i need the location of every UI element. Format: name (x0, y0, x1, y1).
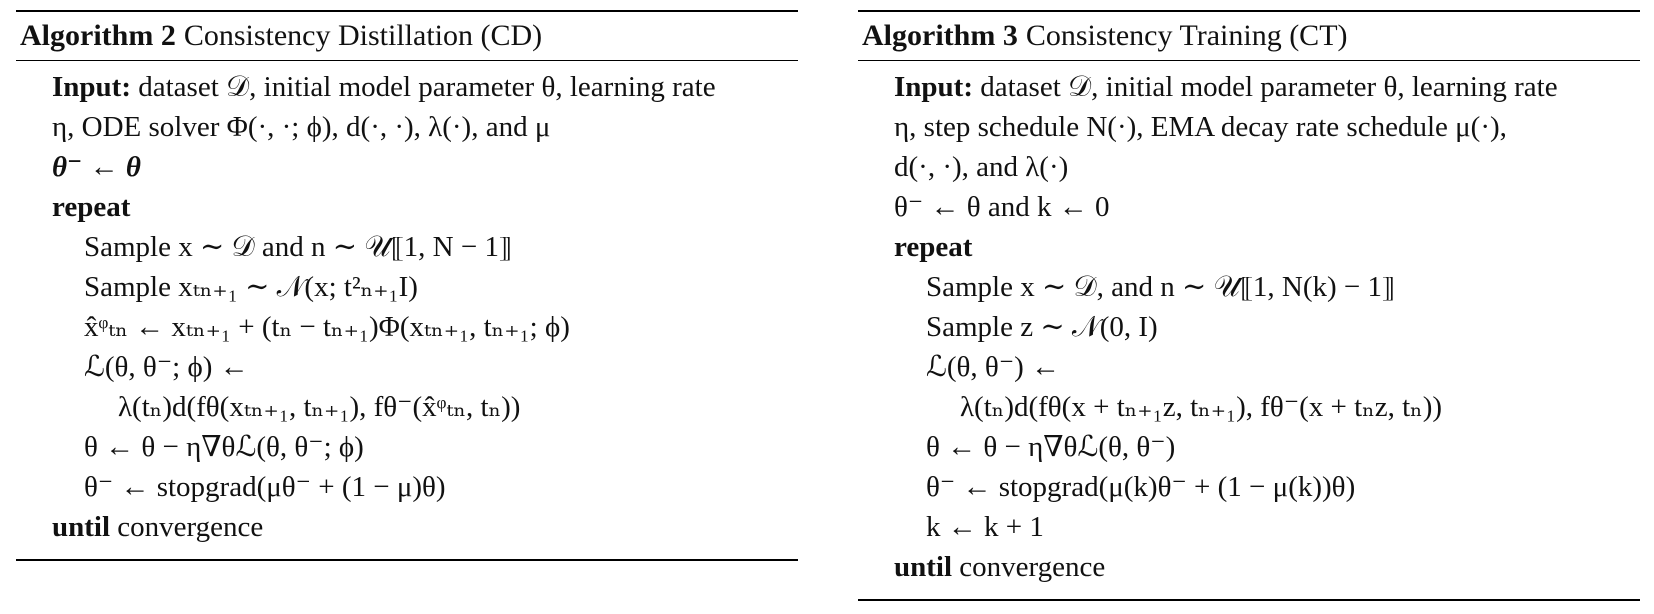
theta-update-line: θ ← θ − η∇θℒ(θ, θ⁻) (926, 431, 1176, 463)
input-line-3: d(·, ·), and λ(·) (894, 151, 1069, 183)
algorithm-2-consistency-distillation (16, 10, 798, 561)
loss-line-2: λ(tₙ)d(fθ(x + tₙ₊₁z, tₙ₊₁), fθ⁻(x + tₙz, tₙ)) (960, 391, 1443, 423)
algorithm-body (16, 61, 798, 559)
bottom-rule (16, 559, 798, 561)
ema-update-line: θ⁻ ← stopgrad(μ(k)θ⁻ + (1 − μ(k))θ) (926, 471, 1356, 503)
sample-x-line: Sample x ∼ 𝒟, and n ∼ 𝒰⟦1, N(k) − 1⟧ (926, 271, 1396, 303)
sample-z-line: Sample z ∼ 𝒩(0, I) (926, 311, 1158, 343)
theta-update-line: θ ← θ − η∇θℒ(θ, θ⁻; ϕ) (84, 431, 364, 463)
input-line-2: η, step schedule N(·), EMA decay rate schedule μ(·), (894, 111, 1507, 143)
until-line (16, 507, 798, 547)
sample-xt-line: Sample xₜₙ₊₁ ∼ 𝒩(x; t²ₙ₊₁I) (84, 271, 418, 303)
input-text-1: dataset 𝒟, initial model parameter θ, learning rate (980, 71, 1558, 103)
loss-line-1: ℒ(θ, θ⁻) ← (926, 351, 1061, 383)
input-line-1 (16, 67, 798, 107)
algorithm-body (858, 61, 1640, 599)
input-keyword: Input: (52, 71, 131, 103)
repeat-keyword: repeat (894, 231, 973, 263)
until-text: convergence (117, 511, 264, 543)
init-line: θ⁻ ← θ and k ← 0 (894, 191, 1110, 223)
sample-x-line: Sample x ∼ 𝒟 and n ∼ 𝒰⟦1, N − 1⟧ (84, 231, 513, 263)
until-text: convergence (959, 551, 1106, 583)
until-keyword: until (52, 511, 111, 543)
init-line: θ⁻ ← θ (52, 151, 141, 183)
input-keyword: Input: (894, 71, 973, 103)
ode-solver-step-line: x̂ᵠₜₙ ← xₜₙ₊₁ + (tₙ − tₙ₊₁)Φ(xₜₙ₊₁, tₙ₊₁; ϕ) (84, 311, 570, 343)
algorithm-label: Algorithm 3 (862, 19, 1018, 52)
algorithm-title: Consistency Distillation (CD) (183, 19, 543, 52)
input-line-2: η, ODE solver Φ(·, ·; ϕ), d(·, ·), λ(·), and μ (52, 111, 551, 143)
loss-line-1: ℒ(θ, θ⁻; ϕ) ← (84, 351, 249, 383)
algorithm-header (16, 12, 798, 60)
bottom-rule (858, 599, 1640, 601)
k-update-line: k ← k + 1 (926, 511, 1044, 543)
algorithm-header (858, 12, 1640, 60)
input-line-1 (858, 67, 1640, 107)
until-line (858, 547, 1640, 587)
loss-line-2: λ(tₙ)d(fθ(xₜₙ₊₁, tₙ₊₁), fθ⁻(x̂ᵠₜₙ, tₙ)) (118, 391, 521, 423)
repeat-keyword: repeat (52, 191, 131, 223)
algorithm-label: Algorithm 2 (20, 19, 176, 52)
until-keyword: until (894, 551, 953, 583)
algorithm-3-consistency-training (858, 10, 1640, 601)
input-text-1: dataset 𝒟, initial model parameter θ, learning rate (138, 71, 716, 103)
ema-update-line: θ⁻ ← stopgrad(μθ⁻ + (1 − μ)θ) (84, 471, 446, 503)
algorithm-title: Consistency Training (CT) (1025, 19, 1348, 52)
